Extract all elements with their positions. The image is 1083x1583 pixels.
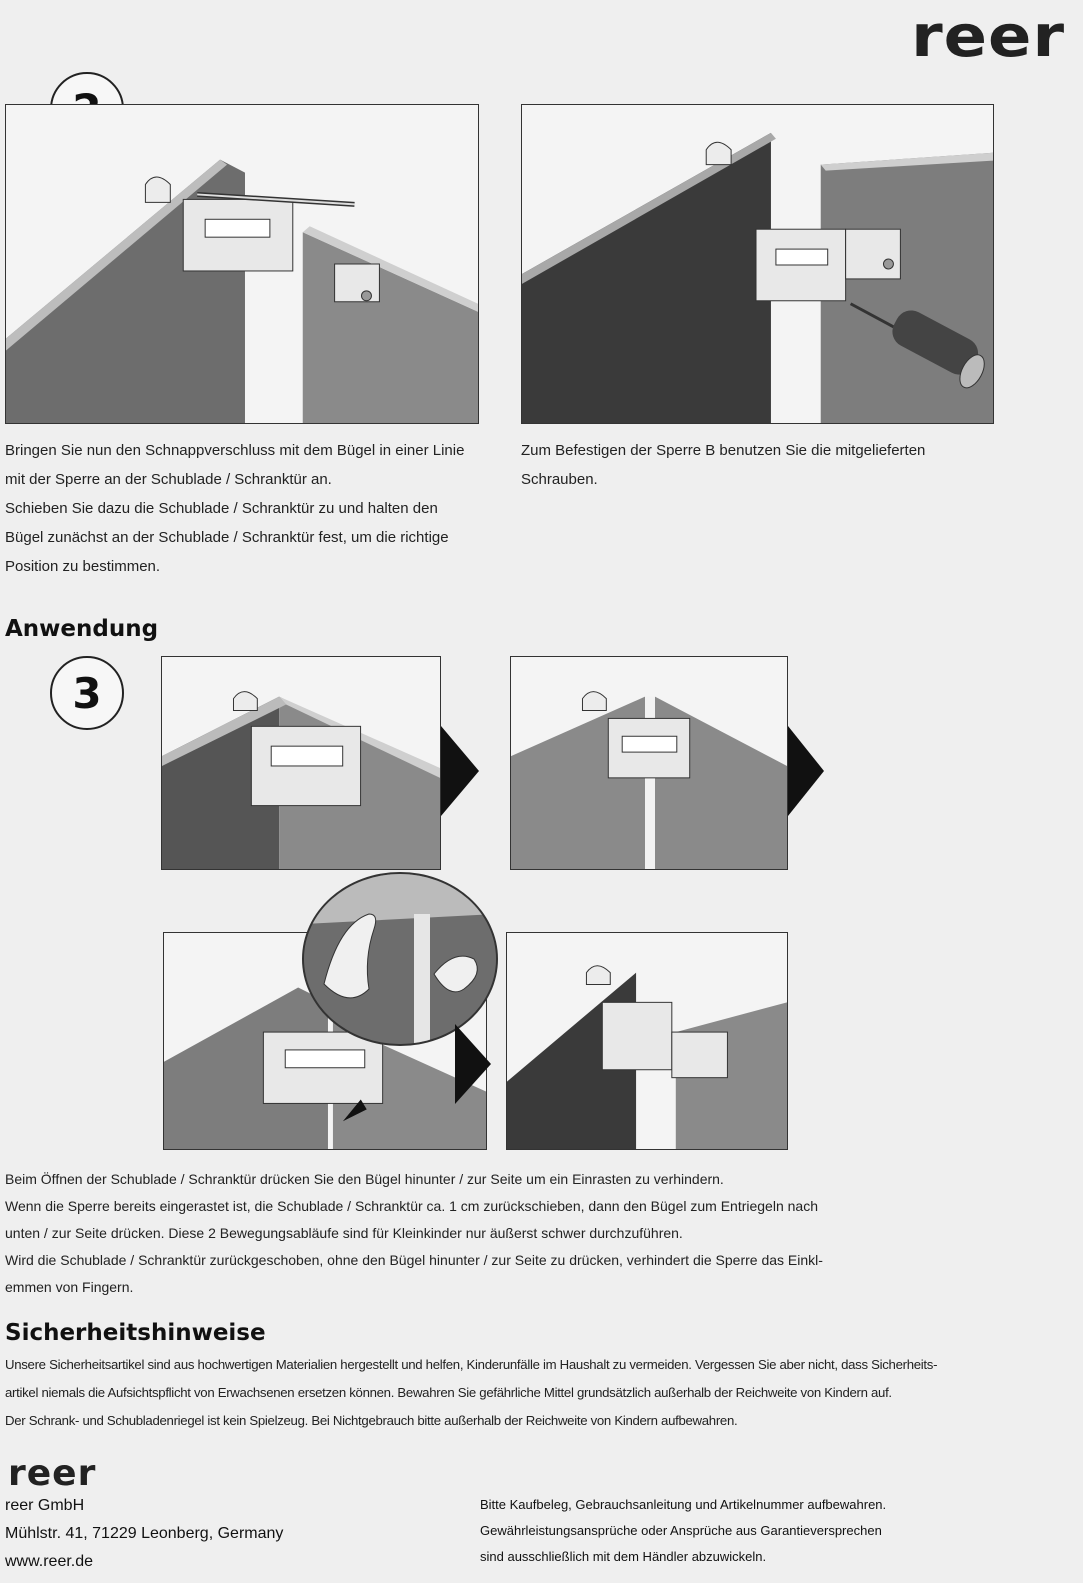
company-address [5,1492,405,1576]
step2-instructions-left: Bringen Sie nun den Schnappverschluss mit dem Bügel in einer Linie mit der Sperre an der Schublade / Schranktür an. Schieben Sie dazu die Schublade / Schranktür zu und halten den Bügel zunächst an der Schublade / Schranktür fest, um die richtige Position zu bestimmen. [5,442,465,575]
company-name: reer GmbH [5,1497,85,1514]
company-street: Mühlstr. 41, 71229 Leonberg, Germany [5,1525,284,1542]
reer-logo-footer: reer [8,1453,97,1494]
illustration-step3-latched [510,656,788,870]
company-website: www.reer.de [5,1553,94,1570]
safety-text: Unsere Sicherheitsartikel sind aus hochwertigen Materialien hergestellt und helfen, Kinderunfälle im Haushalt zu vermeiden. Vergessen Sie aber nicht, dass Sicherheits- artikel niemals die Aufsichtspflicht von Erwachsenen ersetzen können. Bewahren Sie gefährliche Mittel grundsätzlich außerhalb der Reichweite von Kindern auf. Der Schrank- und Schubladenriegel ist kein Spielzeug. Bei Nichtgebrauch bitte außerhalb der Reichweite von Kindern aufbewahren. [5,1357,938,1428]
detail-circle-finger [302,872,498,1046]
step2-instructions-right: Zum Befestigen der Sperre B benutzen Sie die mitgelieferten Schrauben. [521,442,926,488]
illustration-step2-screwing [521,104,994,424]
arrow-right-icon [788,726,824,816]
usage-heading: Anwendung [5,616,159,642]
arrow-right-icon [455,1024,491,1104]
safety-heading: Sicherheitshinweise [5,1320,266,1346]
reer-logo: reer [911,3,1065,71]
warranty-notice: Bitte Kaufbeleg, Gebrauchsanleitung und Artikelnummer aufbewahren. Gewährleistungsansprüche oder Ansprüche aus Garantieversprechen sind ausschließlich mit dem Händler abzuwickeln. [480,1497,887,1564]
illustration-step2-marking [5,104,479,424]
usage-instructions: Beim Öffnen der Schublade / Schranktür drücken Sie den Bügel hinunter / zur Seite um ein Einrasten zu verhindern. Wenn die Sperre bereits eingerastet ist, die Schublade / Schranktür ca. 1 cm zurückschieben, dann den Bügel zum Entriegeln nach unten / zur Seite drücken. Diese 2 Bewegungsabläufe sind für Kleinkinder nur äußerst schwer durchzuführen. Wird die Schublade / Schranktür zurückgeschoben, ohne den Bügel hinunter / zur Seite zu drücken, verhindert die Sperre das Einkl- emmen von Fingern. [5,1171,823,1295]
step-number-3: 3 [50,656,124,730]
illustration-step3-open [506,932,788,1150]
illustration-step3-closed-latch [161,656,441,870]
arrow-right-icon [441,726,479,816]
